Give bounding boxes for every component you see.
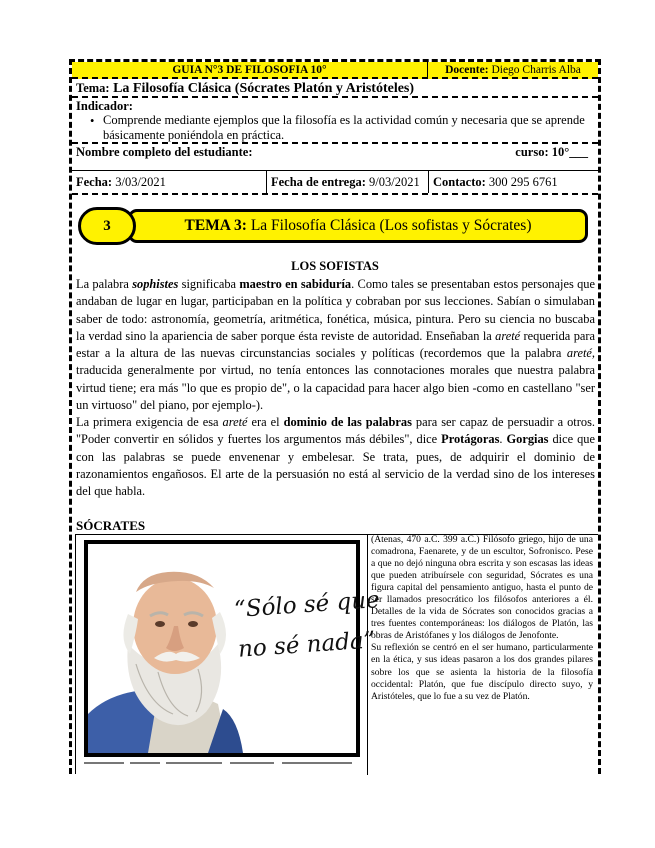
date-value: 3/03/2021 [115, 175, 166, 189]
indicator-text: Comprende mediante ejemplos que la filosofía es la actividad común y necesaria que se aprende básicamente poniéndola en práctica. [103, 113, 585, 142]
text-run: significaba [178, 277, 240, 291]
topic-row [72, 79, 598, 98]
text-run-bold: dominio de las palabras [283, 415, 412, 429]
teacher-name: Diego Charris Alba [491, 64, 581, 76]
cropped-caption-text [80, 760, 360, 766]
topic-label: Tema: [76, 81, 110, 95]
text-run-italic: areté, [566, 346, 595, 361]
text-run: . [499, 432, 507, 447]
contact-cell [429, 171, 598, 193]
socrates-image [84, 540, 381, 757]
guide-header-row [72, 62, 598, 79]
quote-line-2: no sé nada” [237, 627, 377, 663]
contact-label: Contacto: [433, 175, 486, 189]
text-run: era el [247, 415, 284, 429]
teacher-label: Docente: [445, 64, 489, 76]
text-run-italic: areté [495, 328, 521, 343]
quote-line-1: “Sólo sé que [233, 586, 381, 624]
contact-value: 300 295 6761 [488, 175, 558, 189]
tema3-number-badge: 3 [78, 207, 136, 245]
guide-title: GUIA N°3 DE FILOSOFIA 10° [72, 62, 428, 77]
socrates-bio-paragraph-1: (Atenas, 470 a.C. 399 a.C.) Filósofo griego, hijo de una comadrona, Faenarete, y de un escultor, Sofronisco. Pese a que no dejó ninguna obra escrita y son escasas las ideas que pueden atribuírsele con seguridad, Sócrates es una figura capital del pensamiento antiguo, hasta el punto de ser llamados presocrático los filósofos anteriores a él. Detalles de la vida de Sócrates son conocidos gracias a tres fuentes contemporáneas: los diálogos de Platón, las obras de Aristófanes y los diálogos de Jenofonte. [371, 534, 593, 642]
topic-title: La Filosofía Clásica (Sócrates Platón y Aristóteles) [113, 81, 415, 96]
dates-row [72, 171, 598, 195]
due-date-value: 9/03/2021 [369, 175, 420, 189]
text-run: para ser capaz de persuadir a otros. "Poder convertir en sólidos y fuertes los argumentos más débiles", dice [76, 415, 595, 447]
socrates-title: SÓCRATES [76, 518, 146, 533]
student-name-label: Nombre completo del estudiante: [76, 145, 253, 159]
text-run-bold: Gorgias [506, 432, 549, 447]
indicator-label: Indicador: [76, 99, 133, 113]
text-run: requerida para estar a la altura de las nuevas circunstancias sociales y políticas (recordemos que la palabra [76, 328, 596, 361]
sofistas-paragraph-1 [76, 276, 595, 414]
text-run-bold-italic: sophistes [132, 277, 179, 291]
text-run: . Como tales se presentaban estos personajes que andaban de lugar en lugar, participaban en la política y cobraban por sus lecciones. Sabían o simulaban saber de todo: astronomía, geometría, aritmética, fonética, música, pintura. Pero su ciencia no buscaba la verdad sino la apariencia de saber porque ésta reviste de autoridad. Enseñaban la [76, 277, 595, 343]
sofistas-paragraph-2 [76, 414, 595, 500]
text-run: La palabra [76, 277, 133, 291]
sofistas-title: LOS SOFISTAS [291, 259, 379, 273]
socrates-bio-paragraph-2: Su reflexión se centró en el ser humano, particularmente en la ética, y sus ideas pasaron a los dos grandes pilares sobre los que se asienta la historia de la filosofía occidental: Platón, que fue discípulo directo suyo, y Aristóteles, que lo fue a su vez de Platón. [371, 642, 593, 702]
text-run-bold: Protágoras [441, 432, 500, 447]
bullet-icon: • [90, 114, 95, 128]
text-run: traducida generalmente por virtud, no tenía entonces las connotaciones morales que nuestra palabra virtud tiene; era más "lo que es propio de", o la capacidad para hacer algo bien -como en castellano "ser un virtuoso" del piano, por ejemplo-). [76, 363, 595, 413]
student-row [72, 144, 598, 171]
text-run-italic: areté [222, 415, 248, 429]
due-date-cell [267, 171, 429, 193]
teacher-cell [428, 62, 598, 77]
indicator-section [72, 99, 598, 144]
tema3-label: TEMA 3: [184, 217, 247, 234]
text-run-bold: maestro en sabiduría [239, 277, 352, 291]
text-run: La primera exigencia de esa [76, 415, 223, 429]
tema3-banner [128, 209, 588, 243]
course-label: curso: 10°___ [515, 145, 588, 159]
table-divider [367, 535, 368, 775]
text-run: dice que con las palabras se puede envenenar y embelesar. Se trata, pues, de adquirir el dominio de razonamientos engañosos. El arte de la persuasión no está al servicio de la verdad sino de los intereses del que habla. [76, 432, 595, 499]
date-cell [72, 171, 267, 193]
socrates-bio [371, 534, 593, 703]
tema3-title: La Filosofía Clásica (Los sofistas y Sócrates) [250, 217, 532, 234]
due-date-label: Fecha de entrega: [271, 175, 366, 189]
date-label: Fecha: [76, 175, 113, 189]
